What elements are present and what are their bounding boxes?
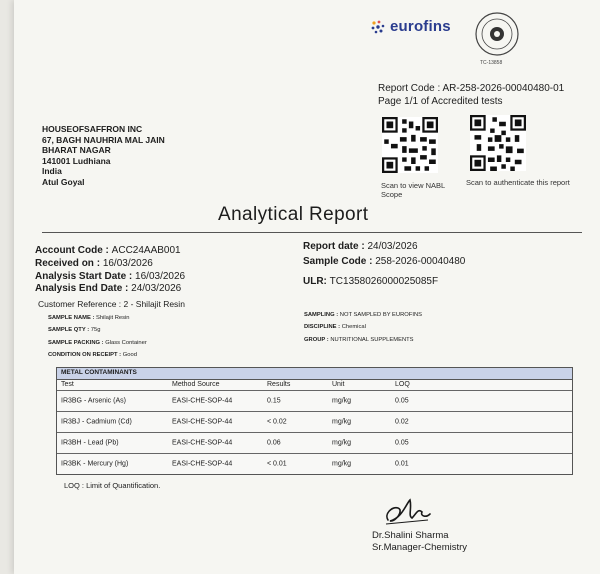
analysis-start-label: Analysis Start Date : [35, 271, 133, 282]
cell-unit: mg/kg [332, 439, 352, 447]
cell-test: IR3BG - Arsenic (As) [61, 397, 126, 405]
report-date-label: Report date : [303, 241, 365, 252]
col-unit: Unit [332, 381, 345, 388]
sample-qty [48, 327, 100, 333]
signer-title: Sr.Manager-Chemistry [372, 541, 468, 553]
eurofins-logo [370, 18, 451, 35]
seal-label: TC-13858 [480, 60, 503, 66]
sample-name [48, 315, 130, 321]
report-code-block [378, 82, 564, 108]
sample-packing [48, 340, 147, 346]
table-section-header: METAL CONTAMINANTS [57, 368, 572, 380]
cell-loq: 0.01 [395, 460, 409, 468]
condition-value: Good [122, 352, 137, 358]
account-code-label: Account Code : [35, 245, 109, 256]
page-info: Page 1/1 of Accredited tests [378, 96, 503, 107]
report-date [303, 241, 418, 252]
address-line: India [42, 166, 62, 176]
discipline-label: DISCIPLINE : [304, 324, 341, 330]
sample-qty-label: SAMPLE QTY : [48, 327, 90, 333]
ulr [303, 276, 438, 287]
address-line: Atul Goyal [42, 176, 85, 187]
cell-unit: mg/kg [332, 418, 352, 426]
discipline-value: Chemical [341, 324, 366, 330]
received-on-label: Received on : [35, 258, 101, 269]
account-code-value: ACC24AAB001 [111, 245, 181, 256]
report-title: Analytical Report [218, 204, 369, 225]
table-row [57, 454, 572, 474]
table-row [57, 391, 572, 412]
table-row [57, 412, 572, 433]
signer-block [372, 530, 467, 553]
cell-method: EASI-CHE-SOP-44 [172, 397, 233, 405]
table-column-headers [57, 380, 572, 391]
group [304, 337, 414, 343]
customer-reference: Customer Reference : 2 - Shilajit Resin [38, 299, 185, 309]
group-label: GROUP : [304, 337, 329, 343]
loq-note: LOQ : Limit of Quantification. [64, 481, 161, 490]
analysis-start-value: 16/03/2026 [135, 271, 186, 282]
group-value: NUTRITIONAL SUPPLEMENTS [330, 337, 414, 343]
analysis-end-label: Analysis End Date : [35, 283, 129, 294]
cell-loq: 0.05 [395, 439, 409, 447]
analysis-end-date [35, 283, 181, 294]
signer-name: Dr.Shalini Sharma [372, 530, 449, 541]
col-loq: LOQ [395, 381, 410, 388]
cell-unit: mg/kg [332, 460, 352, 468]
nabl-scope-caption: Scan to view NABL Scope [381, 181, 445, 199]
authenticate-caption: Scan to authenticate this report [466, 178, 570, 187]
cell-method: EASI-CHE-SOP-44 [172, 460, 233, 468]
cell-unit: mg/kg [332, 397, 352, 405]
cell-result: 0.06 [267, 439, 281, 447]
cell-result: < 0.02 [267, 418, 287, 426]
discipline [304, 324, 366, 330]
account-code [35, 245, 181, 256]
cell-method: EASI-CHE-SOP-44 [172, 418, 233, 426]
sampling [304, 312, 422, 318]
eurofins-dots-icon [370, 19, 386, 35]
nabl-scope-qr-icon[interactable] [382, 117, 438, 173]
ulr-label: ULR: [303, 276, 327, 287]
cell-method: EASI-CHE-SOP-44 [172, 439, 233, 447]
condition-on-receipt [48, 352, 137, 358]
brand-name: eurofins [390, 18, 451, 35]
customer-address [42, 124, 165, 187]
analysis-end-value: 24/03/2026 [131, 283, 182, 294]
address-line: 141001 Ludhiana [42, 155, 111, 166]
cell-loq: 0.02 [395, 418, 409, 426]
sampling-value: NOT SAMPLED BY EUROFINS [339, 312, 423, 318]
sample-code-value: 258-2026-00040480 [375, 256, 466, 267]
signature-icon [382, 494, 432, 528]
sample-packing-label: SAMPLE PACKING : [48, 340, 104, 346]
cell-loq: 0.05 [395, 397, 409, 405]
report-date-value: 24/03/2026 [367, 241, 418, 252]
address-line: BHARAT NAGAR [42, 145, 111, 155]
accreditation-seal-icon [474, 10, 520, 62]
analysis-start-date [35, 271, 185, 282]
received-on [35, 258, 153, 269]
sample-qty-value: 75g [90, 327, 101, 333]
col-method-source: Method Source [172, 381, 220, 388]
sample-name-value: Shilajit Resin [96, 315, 130, 321]
cell-test: IR3BJ - Cadmium (Cd) [61, 418, 132, 426]
sample-packing-value: Glass Container [105, 340, 147, 346]
cell-test: IR3BH - Lead (Pb) [61, 439, 119, 447]
sampling-label: SAMPLING : [304, 312, 339, 318]
condition-label: CONDITION ON RECEIPT : [48, 352, 122, 358]
cell-test: IR3BK - Mercury (Hg) [61, 460, 129, 468]
report-code: Report Code : AR-258-2026-00040480-01 [378, 83, 565, 94]
report-sheet [14, 0, 600, 574]
divider [42, 232, 582, 233]
sample-name-label: SAMPLE NAME : [48, 315, 95, 321]
sample-code [303, 256, 465, 267]
cell-result: 0.15 [267, 397, 281, 405]
ulr-value: TC1358026000025085F [329, 276, 439, 287]
cell-result: < 0.01 [267, 460, 287, 468]
address-line: HOUSEOFSAFFRON INC [42, 124, 143, 134]
col-test: Test [61, 381, 74, 388]
authenticate-qr-icon[interactable] [470, 115, 526, 171]
metal-contaminants-table [56, 367, 573, 475]
address-line: 67, BAGH NAUHRIA MAL JAIN [42, 134, 165, 145]
table-row [57, 433, 572, 454]
sample-code-label: Sample Code : [303, 256, 373, 267]
col-results: Results [267, 381, 291, 388]
received-on-value: 16/03/2026 [102, 258, 153, 269]
